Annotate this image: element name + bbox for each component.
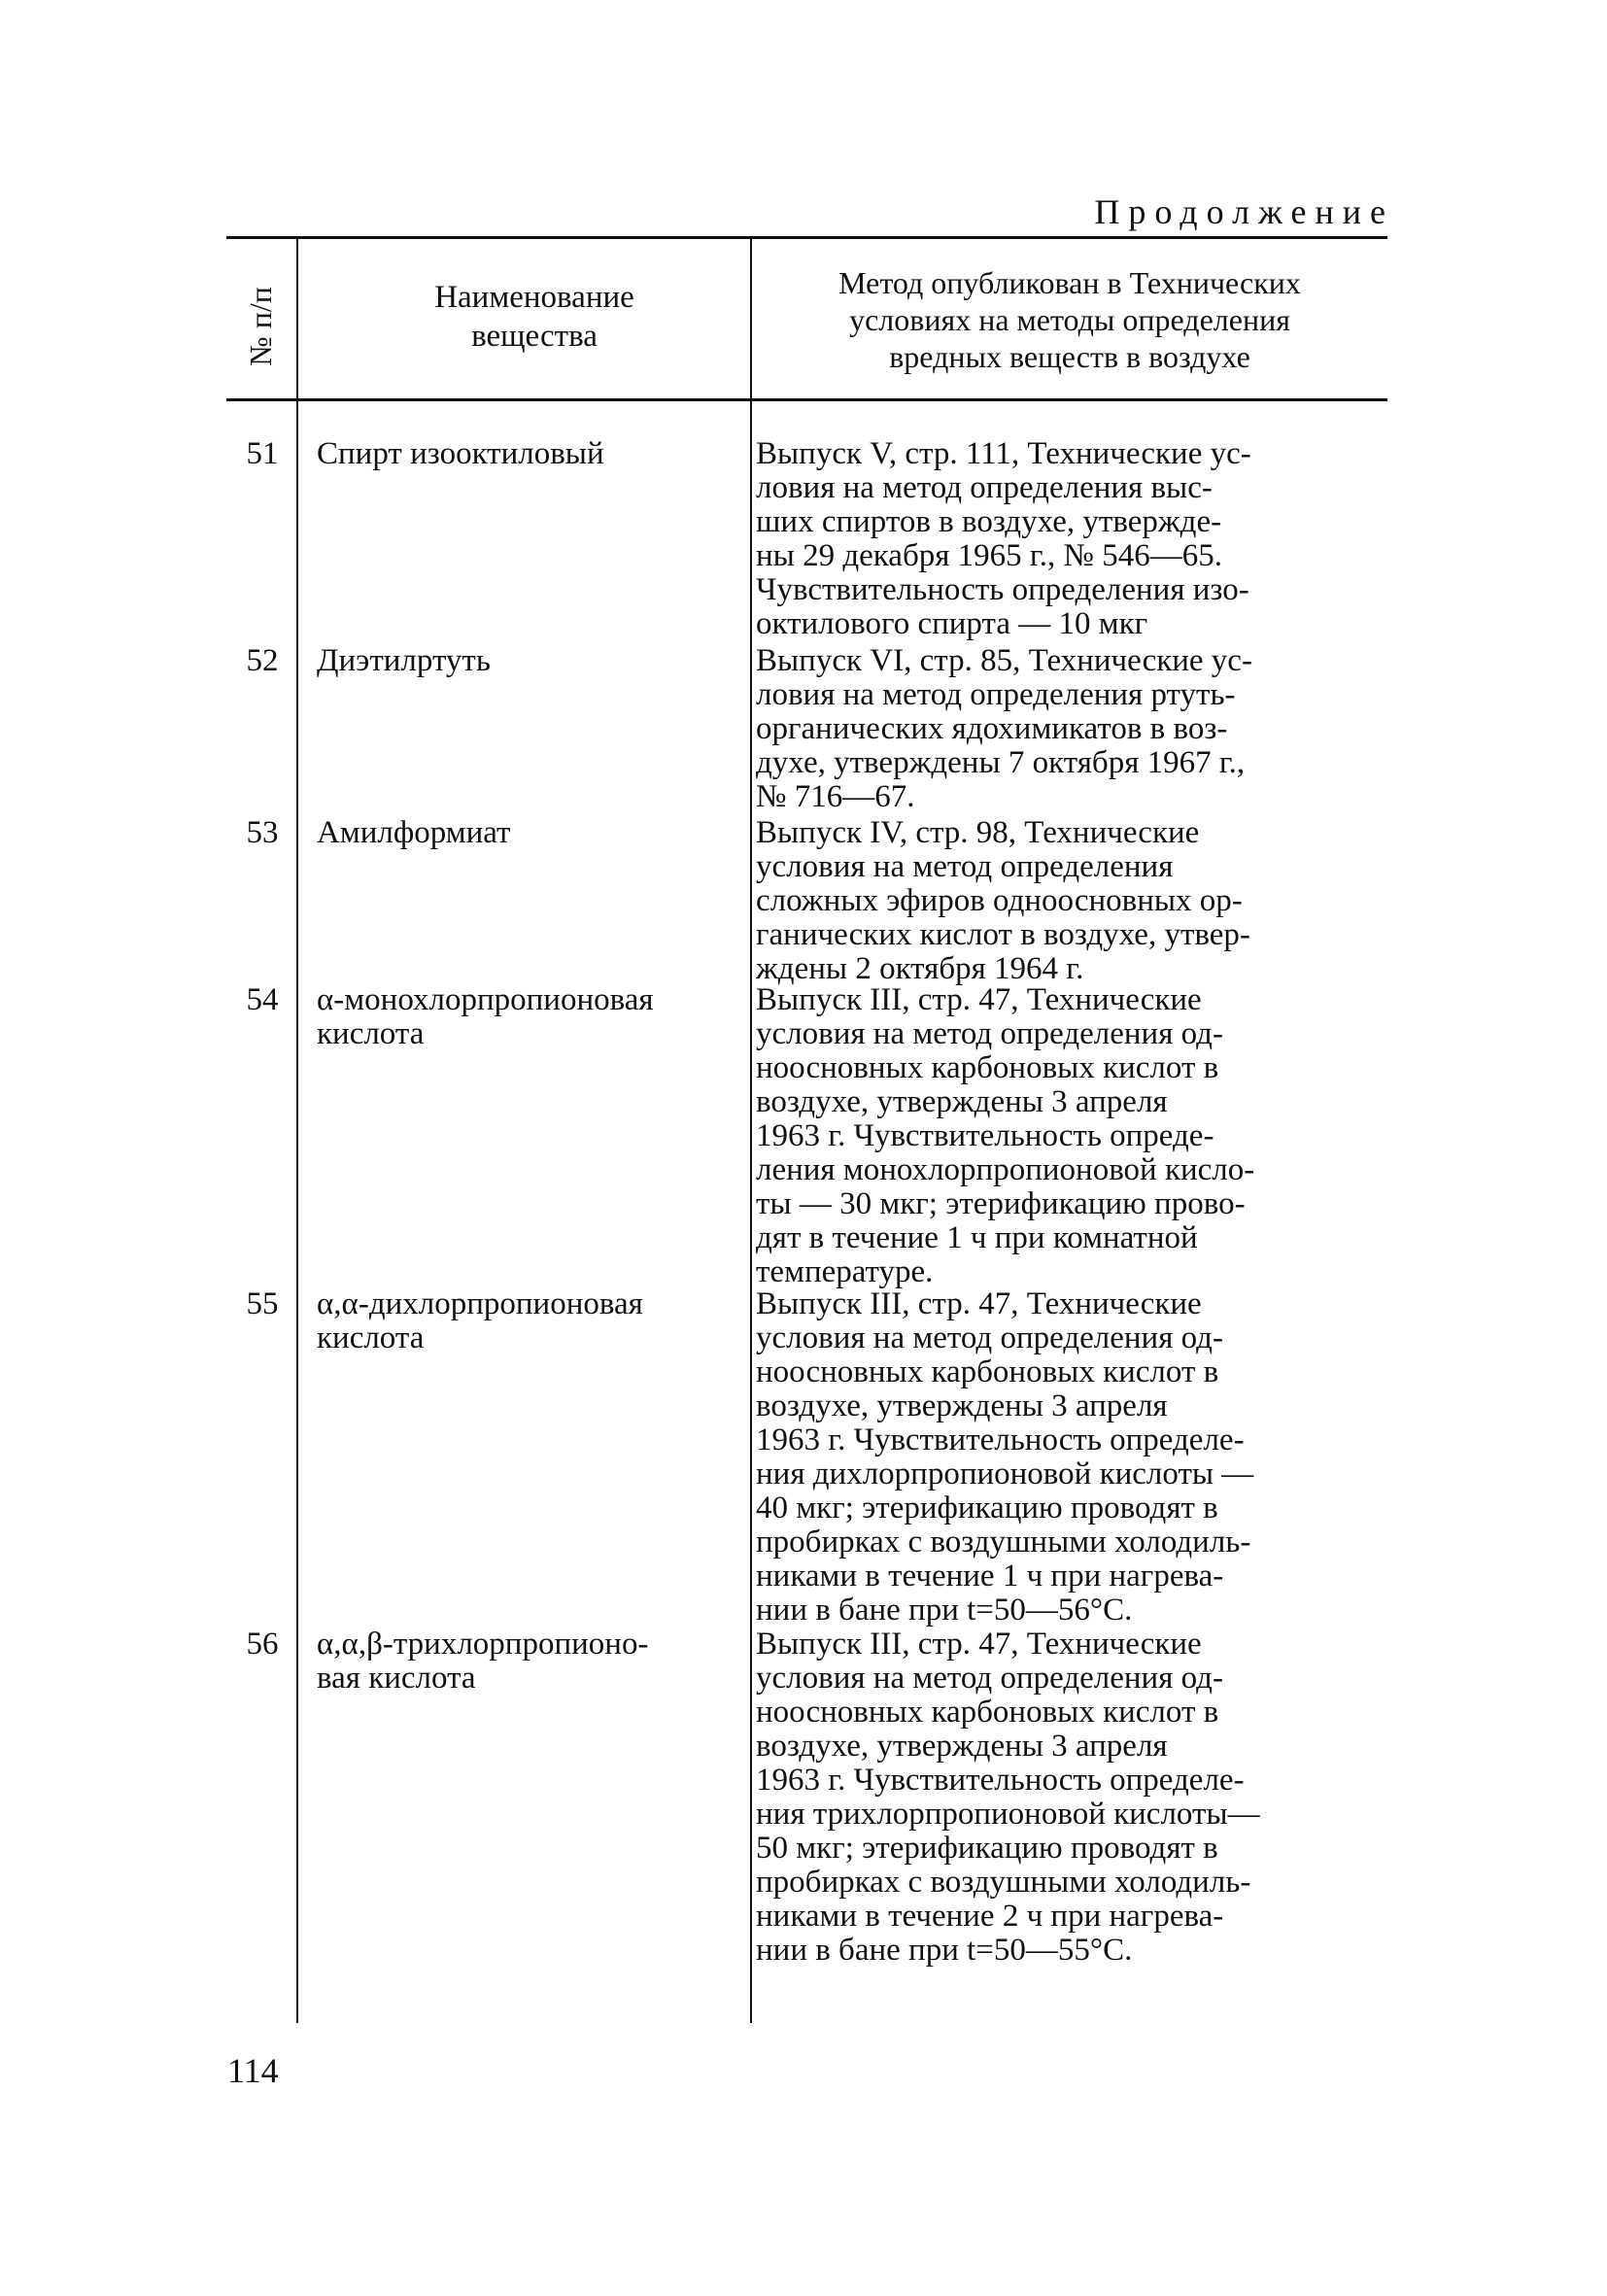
header-number-label: № п/п [243, 287, 278, 366]
table-header-method: Метод опубликован в Технических условиях на методы определения вредных веществ в воздухе [838, 265, 1301, 374]
row-number: 52 [246, 643, 279, 678]
method-description: Выпуск VI, стр. 85, Технические ус- ловия на метод определения ртуть- органических ядохимикатов в воз- духе, утверждены 7 октября 1967 г., № 716—67. [756, 643, 1252, 814]
substance-name: Спирт изооктиловый [317, 436, 604, 471]
page-number: 114 [227, 2051, 279, 2090]
table-header-name: Наименование вещества [434, 280, 634, 354]
table-column-divider-method [750, 237, 752, 2023]
method-description: Выпуск V, стр. 111, Технические ус- ловия на метод определения выс- ших спиртов в воздухе, утвержде- ны 29 декабря 1965 г., № 546—65. Чувствительность определения изо- октилового спирта — 10 мкг [756, 436, 1251, 641]
row-number: 56 [246, 1627, 279, 1662]
table-column-divider-number [296, 237, 298, 2023]
table-header-bottom-rule [226, 398, 1387, 401]
substance-name: Диэтилртуть [317, 643, 491, 678]
row-number: 55 [246, 1286, 279, 1321]
continuation-label: Продолжение [1094, 192, 1394, 231]
method-description: Выпуск III, стр. 47, Технические условия на метод определения од- ноосновных карбоновых кислот в воздухе, утверждены 3 апреля 1963 г. Чувствительность определе- ния трихлорпропионовой кислоты— 50 мкг; этерификацию проводят в пробирках с воздушными холодиль- никами в течение 2 ч при нагрева- нии в бане при t=50—55°С. [756, 1627, 1260, 1968]
method-description: Выпуск III, стр. 47, Технические условия на метод определения од- ноосновных карбоновых кислот в воздухе, утверждены 3 апреля 1963 г. Чувствительность определе- ния дихлорпропионовой кислоты — 40 мкг; этерификацию проводят в пробирках с воздушными холодиль- никами в течение 1 ч при нагрева- нии в бане при t=50—56°С. [756, 1286, 1254, 1628]
method-description: Выпуск IV, стр. 98, Технические условия на метод определения сложных эфиров одноосновных ор- ганических кислот в воздухе, утвер- ждены 2 октября 1964 г. [756, 815, 1250, 986]
table-header-number [226, 268, 294, 385]
method-description: Выпуск III, стр. 47, Технические условия на метод определения од- ноосновных карбоновых кислот в воздухе, утверждены 3 апреля 1963 г. Чувствительность опреде- ления монохлорпропионовой кисло- ты — 30 мкг; этерификацию прово- дят в течение 1 ч при комнатной температуре. [756, 982, 1255, 1289]
row-number: 51 [246, 436, 279, 471]
substance-name: α,α-дихлорпропионовая кислота [317, 1286, 643, 1355]
row-number: 53 [246, 815, 279, 850]
row-number: 54 [246, 982, 279, 1017]
substance-name: α-монохлорпропионовая кислота [317, 982, 654, 1051]
substance-name: α,α,β-трихлорпропионо- вая кислота [317, 1627, 649, 1696]
table-top-rule [226, 236, 1387, 239]
substance-name: Амилформиат [317, 815, 511, 850]
